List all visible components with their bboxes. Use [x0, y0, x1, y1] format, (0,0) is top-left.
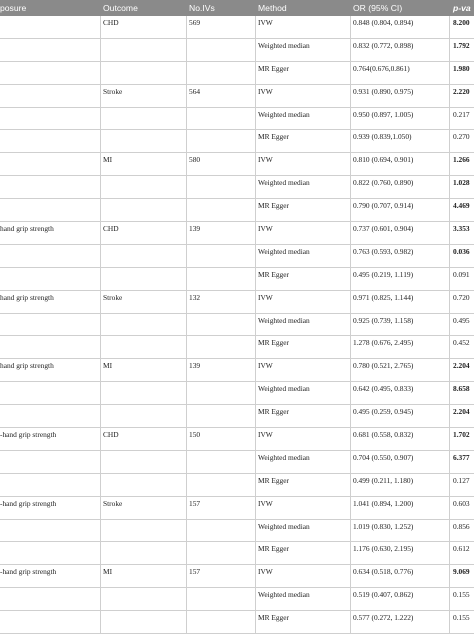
cell-or: 0.634 (0.518, 0.776): [353, 567, 414, 577]
cell-or: 0.810 (0.694, 0.901): [353, 155, 414, 165]
header-outcome: Outcome: [103, 3, 138, 13]
cell-method: IVW: [258, 567, 273, 577]
cell-method: MR Egger: [258, 269, 289, 279]
column-divider: [350, 62, 351, 85]
cell-pvalue: 9.069: [453, 567, 470, 577]
column-divider: [449, 405, 450, 428]
column-divider: [100, 405, 101, 428]
column-divider: [100, 39, 101, 62]
column-divider: [100, 520, 101, 543]
table-row: [0, 520, 474, 543]
cell-or: 0.931 (0.890, 0.975): [353, 86, 414, 96]
cell-outcome: Stroke: [103, 86, 123, 96]
table-row: [0, 588, 474, 611]
cell-or: 0.832 (0.772, 0.898): [353, 40, 414, 50]
column-divider: [255, 428, 256, 451]
column-divider: [186, 451, 187, 474]
column-divider: [100, 176, 101, 199]
cell-or: 0.681 (0.558, 0.832): [353, 430, 414, 440]
table-row: [0, 108, 474, 131]
column-divider: [100, 85, 101, 108]
column-divider: [350, 451, 351, 474]
cell-or: 0.495 (0.219, 1.119): [353, 269, 414, 279]
cell-method: Weighted median: [258, 109, 310, 119]
column-divider: [449, 588, 450, 611]
column-divider: [100, 16, 101, 39]
cell-method: MR Egger: [258, 338, 289, 348]
cell-nivs: 132: [189, 292, 201, 302]
cell-method: Weighted median: [258, 590, 310, 600]
column-divider: [100, 336, 101, 359]
column-divider: [186, 268, 187, 291]
column-divider: [255, 451, 256, 474]
cell-pvalue: 0.495: [453, 315, 470, 325]
cell-method: IVW: [258, 86, 273, 96]
cell-or: 0.848 (0.804, 0.894): [353, 18, 414, 27]
cell-or: 0.763 (0.593, 0.982): [353, 246, 414, 256]
cell-outcome: CHD: [103, 18, 119, 27]
column-divider: [449, 520, 450, 543]
column-divider: [186, 336, 187, 359]
column-divider: [186, 222, 187, 245]
column-divider: [350, 565, 351, 588]
header-exposure: posure: [0, 3, 27, 13]
header-method: Method: [258, 3, 287, 13]
table-row: [0, 474, 474, 497]
column-divider: [449, 451, 450, 474]
column-divider: [350, 222, 351, 245]
table-body: [0, 16, 474, 634]
column-divider: [255, 359, 256, 382]
column-divider: [100, 451, 101, 474]
cell-pvalue: 0.127: [453, 475, 470, 485]
column-divider: [350, 153, 351, 176]
column-divider: [350, 245, 351, 268]
header-or: OR (95% CI): [353, 3, 403, 13]
column-divider: [449, 611, 450, 634]
column-divider: [186, 405, 187, 428]
column-divider: [186, 611, 187, 634]
column-divider: [100, 222, 101, 245]
cell-or: 0.764(0.676,0.861): [353, 63, 410, 73]
cell-pvalue: 0.612: [453, 544, 470, 554]
column-divider: [100, 108, 101, 131]
cell-method: MR Egger: [258, 613, 289, 623]
column-divider: [186, 291, 187, 314]
column-divider: [186, 62, 187, 85]
column-divider: [350, 85, 351, 108]
table-row: [0, 611, 474, 634]
table-row: [0, 176, 474, 199]
table-row: [0, 542, 474, 565]
cell-method: IVW: [258, 224, 273, 234]
column-divider: [449, 382, 450, 405]
column-divider: [186, 428, 187, 451]
cell-exposure: hand grip strength: [0, 292, 54, 302]
column-divider: [100, 314, 101, 337]
column-divider: [186, 16, 187, 39]
column-divider: [100, 497, 101, 520]
column-divider: [449, 314, 450, 337]
column-divider: [449, 85, 450, 108]
column-divider: [350, 314, 351, 337]
cell-outcome: MI: [103, 155, 113, 165]
column-divider: [350, 268, 351, 291]
column-divider: [449, 359, 450, 382]
table-row: [0, 222, 474, 245]
table-row: [0, 130, 474, 153]
column-divider: [449, 153, 450, 176]
cell-method: Weighted median: [258, 452, 310, 462]
column-divider: [350, 611, 351, 634]
column-divider: [350, 108, 351, 131]
cell-or: 1.176 (0.630, 2.195): [353, 544, 414, 554]
cell-outcome: MI: [103, 361, 113, 371]
column-divider: [186, 245, 187, 268]
cell-method: Weighted median: [258, 384, 310, 394]
cell-method: MR Egger: [258, 132, 289, 142]
cell-nivs: 150: [189, 430, 201, 440]
cell-pvalue: 0.603: [453, 498, 470, 508]
cell-method: IVW: [258, 155, 273, 165]
cell-nivs: 569: [189, 18, 201, 27]
column-divider: [186, 542, 187, 565]
table-row: [0, 314, 474, 337]
cell-pvalue: 4.469: [453, 201, 470, 211]
column-divider: [255, 245, 256, 268]
column-divider: [186, 85, 187, 108]
column-divider: [100, 428, 101, 451]
cell-outcome: CHD: [103, 430, 119, 440]
column-divider: [255, 153, 256, 176]
cell-or: 1.278 (0.676, 2.495): [353, 338, 414, 348]
column-divider: [255, 474, 256, 497]
cell-or: 1.019 (0.830, 1.252): [353, 521, 414, 531]
column-divider: [350, 474, 351, 497]
column-divider: [449, 497, 450, 520]
column-divider: [255, 199, 256, 222]
table-row: [0, 39, 474, 62]
table-row: [0, 268, 474, 291]
column-divider: [449, 336, 450, 359]
cell-pvalue: 1.028: [453, 178, 470, 188]
cell-pvalue: 3.353: [453, 224, 470, 234]
cell-or: 0.495 (0.259, 0.945): [353, 407, 414, 417]
column-divider: [449, 39, 450, 62]
cell-nivs: 157: [189, 498, 201, 508]
column-divider: [100, 359, 101, 382]
cell-exposure: hand grip strength: [0, 361, 54, 371]
column-divider: [449, 62, 450, 85]
cell-pvalue: 0.720: [453, 292, 470, 302]
column-divider: [449, 16, 450, 39]
cell-pvalue: 0.155: [453, 590, 470, 600]
cell-or: 0.704 (0.550, 0.907): [353, 452, 414, 462]
table-row: [0, 291, 474, 314]
column-divider: [186, 108, 187, 131]
cell-outcome: Stroke: [103, 292, 123, 302]
header-pvalue: p-va: [453, 3, 471, 13]
column-divider: [255, 268, 256, 291]
column-divider: [350, 130, 351, 153]
cell-or: 0.790 (0.707, 0.914): [353, 201, 414, 211]
column-divider: [449, 428, 450, 451]
header-nivs: No.IVs: [189, 3, 215, 13]
cell-pvalue: 1.702: [453, 430, 470, 440]
table-row: [0, 405, 474, 428]
cell-outcome: MI: [103, 567, 113, 577]
column-divider: [449, 542, 450, 565]
column-divider: [350, 588, 351, 611]
cell-method: IVW: [258, 498, 273, 508]
cell-nivs: 139: [189, 224, 201, 234]
cell-method: Weighted median: [258, 178, 310, 188]
column-divider: [350, 16, 351, 39]
cell-method: Weighted median: [258, 315, 310, 325]
column-divider: [186, 497, 187, 520]
cell-or: 0.950 (0.897, 1.005): [353, 109, 414, 119]
cell-or: 0.971 (0.825, 1.144): [353, 292, 414, 302]
cell-method: MR Egger: [258, 201, 289, 211]
cell-method: Weighted median: [258, 521, 310, 531]
column-divider: [186, 565, 187, 588]
table-row: [0, 16, 474, 39]
table-row: [0, 62, 474, 85]
column-divider: [449, 474, 450, 497]
column-divider: [100, 62, 101, 85]
column-divider: [449, 268, 450, 291]
column-divider: [255, 520, 256, 543]
column-divider: [255, 314, 256, 337]
cell-or: 0.939 (0.839,1.050): [353, 132, 412, 142]
cell-pvalue: 2.204: [453, 407, 470, 417]
table-row: [0, 153, 474, 176]
table-row: [0, 336, 474, 359]
column-divider: [255, 39, 256, 62]
cell-pvalue: 2.220: [453, 86, 470, 96]
cell-exposure: -hand grip strength: [0, 567, 57, 577]
cell-exposure: -hand grip strength: [0, 430, 57, 440]
table-row: [0, 451, 474, 474]
cell-pvalue: 6.377: [453, 452, 470, 462]
cell-nivs: 157: [189, 567, 201, 577]
column-divider: [449, 245, 450, 268]
cell-pvalue: 1.792: [453, 40, 470, 50]
cell-pvalue: 0.036: [453, 246, 470, 256]
column-divider: [255, 565, 256, 588]
column-divider: [100, 130, 101, 153]
column-divider: [255, 611, 256, 634]
column-divider: [100, 474, 101, 497]
table-row: [0, 428, 474, 451]
column-divider: [186, 382, 187, 405]
cell-pvalue: 0.856: [453, 521, 470, 531]
column-divider: [186, 39, 187, 62]
cell-or: 1.041 (0.894, 1.200): [353, 498, 414, 508]
column-divider: [255, 588, 256, 611]
column-divider: [100, 542, 101, 565]
cell-pvalue: 0.217: [453, 109, 470, 119]
cell-method: IVW: [258, 18, 273, 27]
column-divider: [255, 176, 256, 199]
column-divider: [449, 565, 450, 588]
cell-pvalue: 1.266: [453, 155, 470, 165]
column-divider: [255, 405, 256, 428]
column-divider: [350, 291, 351, 314]
cell-outcome: Stroke: [103, 498, 123, 508]
cell-or: 0.499 (0.211, 1.180): [353, 475, 414, 485]
column-divider: [186, 199, 187, 222]
column-divider: [449, 222, 450, 245]
column-divider: [100, 245, 101, 268]
table-row: [0, 497, 474, 520]
cell-or: 0.925 (0.739, 1.158): [353, 315, 414, 325]
column-divider: [350, 520, 351, 543]
cell-exposure: -hand grip strength: [0, 498, 57, 508]
cell-method: MR Egger: [258, 407, 289, 417]
cell-or: 0.577 (0.272, 1.222): [353, 613, 414, 623]
cell-nivs: 139: [189, 361, 201, 371]
column-divider: [255, 85, 256, 108]
column-divider: [255, 497, 256, 520]
table-row: [0, 245, 474, 268]
column-divider: [100, 268, 101, 291]
cell-pvalue: 8.200: [453, 18, 470, 27]
table-row: [0, 382, 474, 405]
column-divider: [449, 176, 450, 199]
cell-method: Weighted median: [258, 246, 310, 256]
cell-or: 0.519 (0.407, 0.862): [353, 590, 414, 600]
column-divider: [255, 542, 256, 565]
column-divider: [100, 611, 101, 634]
cell-pvalue: 8.658: [453, 384, 470, 394]
table-row: [0, 85, 474, 108]
column-divider: [255, 130, 256, 153]
cell-or: 0.780 (0.521, 2.765): [353, 361, 414, 371]
cell-pvalue: 0.091: [453, 269, 470, 279]
column-divider: [186, 520, 187, 543]
column-divider: [350, 405, 351, 428]
table-row: [0, 199, 474, 222]
column-divider: [255, 16, 256, 39]
column-divider: [255, 336, 256, 359]
cell-method: MR Egger: [258, 475, 289, 485]
column-divider: [186, 153, 187, 176]
column-divider: [186, 588, 187, 611]
column-divider: [186, 130, 187, 153]
column-divider: [186, 176, 187, 199]
column-divider: [350, 428, 351, 451]
cell-or: 0.737 (0.601, 0.904): [353, 224, 414, 234]
cell-outcome: CHD: [103, 224, 119, 234]
cell-method: IVW: [258, 292, 273, 302]
column-divider: [350, 39, 351, 62]
column-divider: [449, 130, 450, 153]
column-divider: [100, 153, 101, 176]
column-divider: [255, 222, 256, 245]
cell-or: 0.642 (0.495, 0.833): [353, 384, 414, 394]
column-divider: [255, 108, 256, 131]
cell-nivs: 564: [189, 86, 201, 96]
cell-method: MR Egger: [258, 63, 289, 73]
table-row: [0, 565, 474, 588]
column-divider: [100, 291, 101, 314]
column-divider: [100, 199, 101, 222]
table-row: [0, 359, 474, 382]
column-divider: [100, 588, 101, 611]
cell-method: IVW: [258, 430, 273, 440]
cell-method: MR Egger: [258, 544, 289, 554]
column-divider: [449, 199, 450, 222]
cell-or: 0.822 (0.760, 0.890): [353, 178, 414, 188]
table-header: [0, 0, 474, 16]
cell-pvalue: 2.204: [453, 361, 470, 371]
column-divider: [350, 176, 351, 199]
column-divider: [100, 382, 101, 405]
cell-pvalue: 0.155: [453, 613, 470, 623]
column-divider: [255, 62, 256, 85]
cell-exposure: hand grip strength: [0, 224, 54, 234]
column-divider: [186, 314, 187, 337]
column-divider: [255, 291, 256, 314]
cell-method: Weighted median: [258, 40, 310, 50]
column-divider: [350, 199, 351, 222]
cell-pvalue: 0.270: [453, 132, 470, 142]
cell-method: IVW: [258, 361, 273, 371]
cell-pvalue: 0.452: [453, 338, 470, 348]
column-divider: [255, 382, 256, 405]
column-divider: [186, 359, 187, 382]
column-divider: [100, 565, 101, 588]
column-divider: [350, 542, 351, 565]
column-divider: [350, 336, 351, 359]
cell-nivs: 580: [189, 155, 201, 165]
cell-pvalue: 1.980: [453, 63, 470, 73]
column-divider: [350, 497, 351, 520]
column-divider: [449, 291, 450, 314]
column-divider: [186, 474, 187, 497]
column-divider: [449, 108, 450, 131]
column-divider: [350, 359, 351, 382]
column-divider: [350, 382, 351, 405]
